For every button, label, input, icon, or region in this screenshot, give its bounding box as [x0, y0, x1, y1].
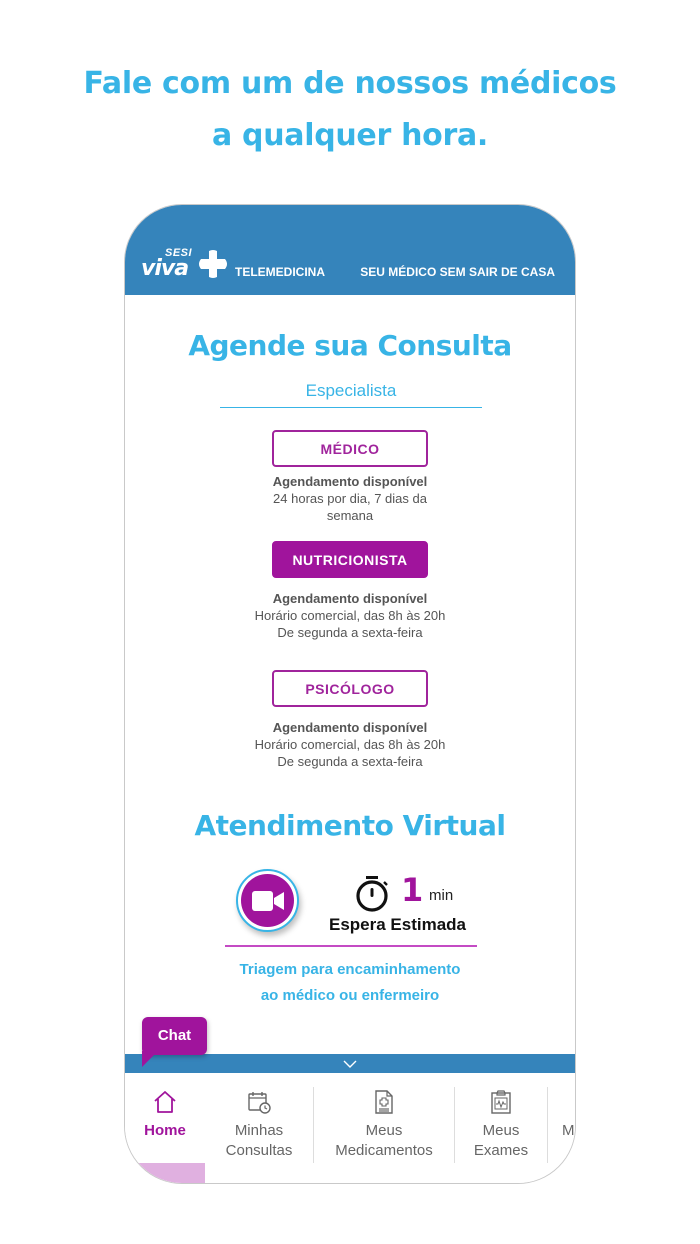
promo-headline	[0, 58, 700, 162]
medico-hours: 24 horas por dia, 7 dias da	[273, 491, 427, 506]
tab-more-partial[interactable]	[548, 1073, 576, 1184]
clipboard-pulse-icon	[488, 1089, 514, 1115]
sesi-viva-logo	[141, 247, 231, 281]
nutricionista-button[interactable]: NUTRICIONISTA	[272, 541, 428, 578]
video-call-button[interactable]	[236, 869, 299, 932]
schedule-title: Agende sua Consulta	[188, 329, 512, 362]
specialist-medico	[125, 430, 575, 524]
tab-medicamentos-line-1: Meus	[365, 1122, 403, 1139]
wait-unit: min	[429, 887, 454, 904]
active-tab-indicator	[125, 1163, 205, 1184]
psicologo-hours: Horário comercial, das 8h às 20h	[254, 737, 446, 752]
tab-consultas-line-1: Minhas	[234, 1122, 284, 1139]
tab-partial-label: M	[562, 1122, 575, 1139]
medico-info	[125, 473, 575, 524]
headline-line-1: Fale com um de nossos médicos	[83, 66, 617, 101]
specialist-nutricionista	[125, 541, 575, 641]
psicologo-info	[125, 719, 575, 770]
divider	[225, 945, 477, 947]
tab-medicamentos-line-2: Medicamentos	[335, 1142, 433, 1159]
plus-logo-icon	[197, 249, 229, 279]
home-icon	[152, 1089, 178, 1115]
specialist-label: Especialista	[220, 381, 482, 408]
chat-bubble-tail	[142, 1051, 158, 1067]
logo-sesi-text: SESI	[165, 247, 193, 259]
chat-button[interactable]: Chat	[142, 1017, 207, 1055]
headline-line-2: a qualquer hora.	[211, 118, 489, 153]
calendar-clock-icon	[246, 1089, 272, 1115]
stopwatch-icon	[353, 875, 391, 913]
nutricionista-info	[125, 590, 575, 641]
virtual-care-title: Atendimento Virtual	[194, 809, 506, 842]
medico-button[interactable]: MÉDICO	[272, 430, 428, 467]
tab-consultas-line-2: Consultas	[225, 1142, 293, 1159]
tab-home[interactable]	[125, 1073, 205, 1184]
triage-line-2: ao médico ou enfermeiro	[260, 987, 440, 1004]
tab-meus-exames[interactable]	[455, 1073, 547, 1184]
tab-home-label: Home	[144, 1122, 186, 1139]
nutricionista-hours: Horário comercial, das 8h às 20h	[254, 608, 446, 623]
logo-viva-text: viva	[141, 256, 189, 281]
nutricionista-days: De segunda a sexta-feira	[277, 625, 423, 640]
wait-label: Espera Estimada	[329, 915, 467, 934]
psicologo-button[interactable]: PSICÓLOGO	[272, 670, 428, 707]
specialist-psicologo	[125, 670, 575, 770]
chevron-down-icon	[343, 1060, 357, 1068]
medico-status: Agendamento disponível	[272, 474, 428, 489]
triage-line-1: Triagem para encaminhamento	[239, 961, 461, 978]
prescription-icon	[371, 1089, 397, 1115]
collapse-tabbar-handle[interactable]	[125, 1054, 575, 1073]
tab-meus-medicamentos[interactable]	[314, 1073, 454, 1184]
tab-exames-line-1: Meus	[482, 1122, 520, 1139]
psicologo-status: Agendamento disponível	[272, 720, 428, 735]
medico-days: semana	[326, 508, 374, 523]
phone-frame	[124, 204, 576, 1184]
video-camera-icon	[252, 890, 284, 912]
triage-text	[125, 957, 575, 1009]
nutricionista-status: Agendamento disponível	[272, 591, 428, 606]
wait-value: 1	[401, 871, 424, 909]
tab-exames-line-2: Exames	[473, 1142, 529, 1159]
app-header	[125, 205, 575, 295]
app-title: TELEMEDICINA	[235, 265, 325, 279]
app-slogan: SEU MÉDICO SEM SAIR DE CASA	[360, 265, 555, 279]
tab-minhas-consultas[interactable]	[205, 1073, 313, 1184]
bottom-tab-bar	[125, 1073, 575, 1184]
psicologo-days: De segunda a sexta-feira	[277, 754, 423, 769]
